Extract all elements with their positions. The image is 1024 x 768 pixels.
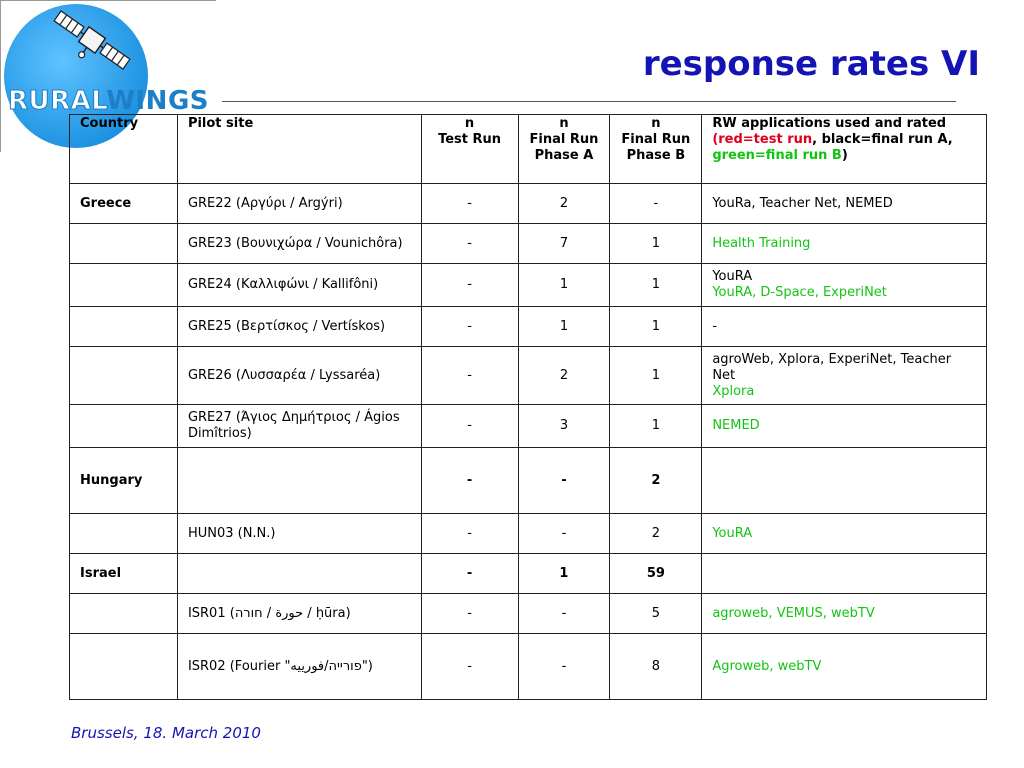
apps-green: Health Training bbox=[712, 235, 811, 251]
cell-phase-b: 1 bbox=[610, 405, 702, 448]
table-row bbox=[70, 224, 987, 264]
cell-test: - bbox=[421, 405, 518, 448]
header-phase-a bbox=[518, 115, 610, 184]
title-divider bbox=[222, 101, 956, 102]
apps-black: - bbox=[712, 318, 718, 334]
cell-phase-b: 2 bbox=[610, 514, 702, 554]
header-pilot-site: Pilot site bbox=[177, 115, 421, 184]
cell-phase-a: - bbox=[518, 448, 610, 514]
cell-phase-b: 8 bbox=[610, 634, 702, 700]
cell-apps bbox=[702, 405, 987, 448]
cell-site: GRE22 (Αργύρι / Argýri) bbox=[177, 184, 421, 224]
cell-phase-b: 1 bbox=[610, 224, 702, 264]
header-country: Country bbox=[70, 115, 178, 184]
cell-phase-b: 1 bbox=[610, 307, 702, 347]
header-test-run-n: n bbox=[464, 116, 475, 131]
table-row bbox=[70, 514, 987, 554]
cell-test: - bbox=[421, 514, 518, 554]
cell-apps bbox=[702, 634, 987, 700]
cell-phase-a: 3 bbox=[518, 405, 610, 448]
cell-site: ISR02 (Fourier "פורייה/فورييه") bbox=[177, 634, 421, 700]
cell-site: GRE23 (Βουνιχώρα / Vounichôra) bbox=[177, 224, 421, 264]
cell-country: Greece bbox=[70, 184, 178, 224]
cell-country bbox=[70, 347, 178, 405]
cell-site: GRE26 (Λυσσαρέα / Lyssaréa) bbox=[177, 347, 421, 405]
header-apps-black: , black=final run A, bbox=[812, 132, 953, 147]
cell-apps bbox=[702, 224, 987, 264]
table-header-row bbox=[70, 115, 987, 184]
cell-test: - bbox=[421, 554, 518, 594]
cell-country: Israel bbox=[70, 554, 178, 594]
header-phase-a-label2: Phase A bbox=[534, 148, 594, 163]
logo-text-wings: WINGS bbox=[106, 86, 210, 116]
cell-test: - bbox=[421, 594, 518, 634]
header-phase-b-n: n bbox=[651, 116, 661, 131]
cell-site: ISR01 (حورة / חורה / ḥūra) bbox=[177, 594, 421, 634]
header-apps-red: (red=test run bbox=[712, 132, 813, 147]
cell-test: - bbox=[421, 347, 518, 405]
cell-test: - bbox=[421, 307, 518, 347]
cell-country bbox=[70, 514, 178, 554]
cell-phase-a: 2 bbox=[518, 347, 610, 405]
cell-test: - bbox=[421, 184, 518, 224]
cell-country bbox=[70, 307, 178, 347]
table-row bbox=[70, 634, 987, 700]
apps-green: agroweb, VEMUS, webTV bbox=[712, 605, 875, 621]
cell-phase-a: - bbox=[518, 514, 610, 554]
cell-phase-b: 59 bbox=[610, 554, 702, 594]
cell-site bbox=[177, 554, 421, 594]
cell-country: Hungary bbox=[70, 448, 178, 514]
cell-test: - bbox=[421, 264, 518, 307]
cell-country bbox=[70, 224, 178, 264]
header-applications bbox=[702, 115, 987, 184]
cell-apps bbox=[702, 307, 987, 347]
cell-phase-a: 1 bbox=[518, 554, 610, 594]
table-row bbox=[70, 264, 987, 307]
cell-apps bbox=[702, 184, 987, 224]
cell-phase-a: 1 bbox=[518, 307, 610, 347]
cell-phase-a: - bbox=[518, 594, 610, 634]
cell-phase-a: 2 bbox=[518, 184, 610, 224]
cell-test: - bbox=[421, 634, 518, 700]
header-apps-title: RW applications used and rated bbox=[712, 116, 947, 131]
cell-apps bbox=[702, 554, 987, 594]
footer-location-date: Brussels, 18. March 2010 bbox=[71, 724, 261, 742]
cell-country bbox=[70, 634, 178, 700]
apps-black: agroWeb, Xplora, ExperiNet, Teacher Net bbox=[712, 351, 952, 383]
cell-phase-b: 2 bbox=[610, 448, 702, 514]
cell-country bbox=[70, 594, 178, 634]
cell-apps bbox=[702, 448, 987, 514]
header-apps-green: green=final run B bbox=[712, 148, 842, 163]
apps-green: Xplora bbox=[712, 383, 755, 399]
cell-site: GRE27 (Άγιος Δημήτριος / Ágios Dimîtrios) bbox=[177, 405, 421, 448]
cell-site bbox=[177, 448, 421, 514]
logo-wordmark bbox=[8, 86, 209, 116]
cell-phase-b: 5 bbox=[610, 594, 702, 634]
cell-test: - bbox=[421, 448, 518, 514]
apps-green: YouRA, D-Space, ExperiNet bbox=[712, 285, 887, 300]
header-test-run-label: Test Run bbox=[438, 132, 502, 147]
cell-country bbox=[70, 405, 178, 448]
apps-black: YouRA bbox=[712, 269, 753, 284]
header-phase-b-label1: Final Run bbox=[621, 132, 691, 147]
cell-site: GRE24 (Καλλιφώνι / Kallifôni) bbox=[177, 264, 421, 307]
table-row-country-total bbox=[70, 554, 987, 594]
header-apps-close: ) bbox=[841, 148, 848, 163]
cell-test: - bbox=[421, 224, 518, 264]
cell-apps bbox=[702, 594, 987, 634]
response-rates-table bbox=[69, 114, 987, 700]
cell-phase-b: 1 bbox=[610, 347, 702, 405]
header-test-run bbox=[421, 115, 518, 184]
cell-phase-a: 7 bbox=[518, 224, 610, 264]
header-phase-a-label1: Final Run bbox=[529, 132, 599, 147]
header-phase-a-n: n bbox=[559, 116, 569, 131]
cell-site: HUN03 (N.N.) bbox=[177, 514, 421, 554]
header-phase-b bbox=[610, 115, 702, 184]
table-row bbox=[70, 405, 987, 448]
cell-phase-a: - bbox=[518, 634, 610, 700]
cell-site: GRE25 (Βερτίσκος / Vertískos) bbox=[177, 307, 421, 347]
table-row-country-total bbox=[70, 448, 987, 514]
cell-phase-b: 1 bbox=[610, 264, 702, 307]
cell-phase-b: - bbox=[610, 184, 702, 224]
table-row bbox=[70, 594, 987, 634]
apps-green: NEMED bbox=[712, 418, 760, 433]
logo-text-rural: RURAL bbox=[8, 86, 107, 116]
cell-apps bbox=[702, 514, 987, 554]
table-row bbox=[70, 307, 987, 347]
table-row bbox=[70, 347, 987, 405]
cell-phase-a: 1 bbox=[518, 264, 610, 307]
apps-black: YouRa, Teacher Net, NEMED bbox=[712, 195, 893, 211]
page-title: response rates VI bbox=[642, 44, 980, 84]
cell-apps bbox=[702, 347, 987, 405]
header-phase-b-label2: Phase B bbox=[626, 148, 686, 163]
cell-apps bbox=[702, 264, 987, 307]
cell-country bbox=[70, 264, 178, 307]
table-row bbox=[70, 184, 987, 224]
apps-green: YouRA bbox=[712, 525, 753, 541]
apps-green: Agroweb, webTV bbox=[712, 658, 822, 674]
